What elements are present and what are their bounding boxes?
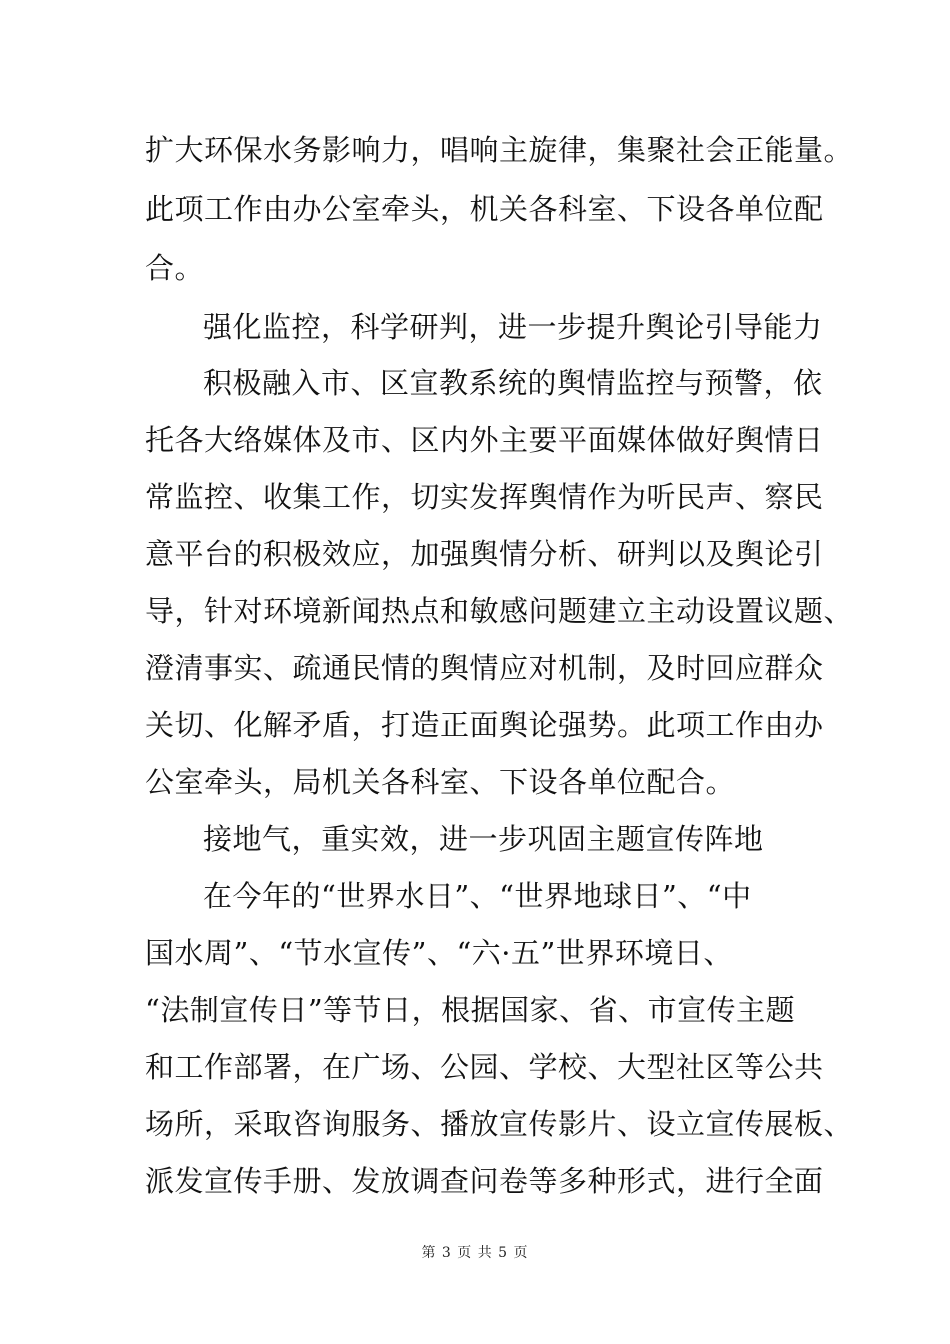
text-line: 合。 [145,251,205,285]
text-line: 和工作部署，在广场、公园、学校、大型社区等公共 [145,1050,824,1084]
text-line: 积极融入市、区宣教系统的舆情监控与预警，依 [203,366,823,400]
text-line: 在今年的“世界水日”、“世界地球日”、“中 [203,879,752,913]
text-line: 导，针对环境新闻热点和敏感问题建立主动设置议题、 [145,594,854,628]
text-line: “法制宣传日”等节日，根据国家、省、市宣传主题 [145,993,796,1027]
text-line: 常监控、收集工作，切实发挥舆情作为听民声、察民 [145,480,824,514]
text-line: 关切、化解矛盾，打造正面舆论强势。此项工作由办 [145,708,824,742]
text-line: 场所，采取咨询服务、播放宣传影片、设立宣传展板、 [145,1107,854,1141]
page-footer [0,1244,950,1262]
text-line: 派发宣传手册、发放调查问卷等多种形式，进行全面 [145,1164,824,1198]
text-line: 扩大环保水务影响力，唱响主旋律，集聚社会正能量。 [145,133,854,167]
text-line: 意平台的积极效应，加强舆情分析、研判以及舆论引 [145,537,824,571]
text-line: 此项工作由办公室牵头，机关各科室、下设各单位配 [145,192,824,226]
text-line: 国水周”、“节水宣传”、“六·五”世界环境日、 [145,936,733,970]
text-line: 澄清事实、疏通民情的舆情应对机制，及时回应群众 [145,651,824,685]
text-line: 托各大络媒体及市、区内外主要平面媒体做好舆情日 [145,423,824,457]
page-number-label: 第 3 页 共 5 页 [421,1245,529,1261]
section-heading: 强化监控，科学研判，进一步提升舆论引导能力 [203,310,823,344]
text-line: 公室牵头，局机关各科室、下设各单位配合。 [145,765,736,799]
section-heading: 接地气，重实效，进一步巩固主题宣传阵地 [203,822,764,856]
